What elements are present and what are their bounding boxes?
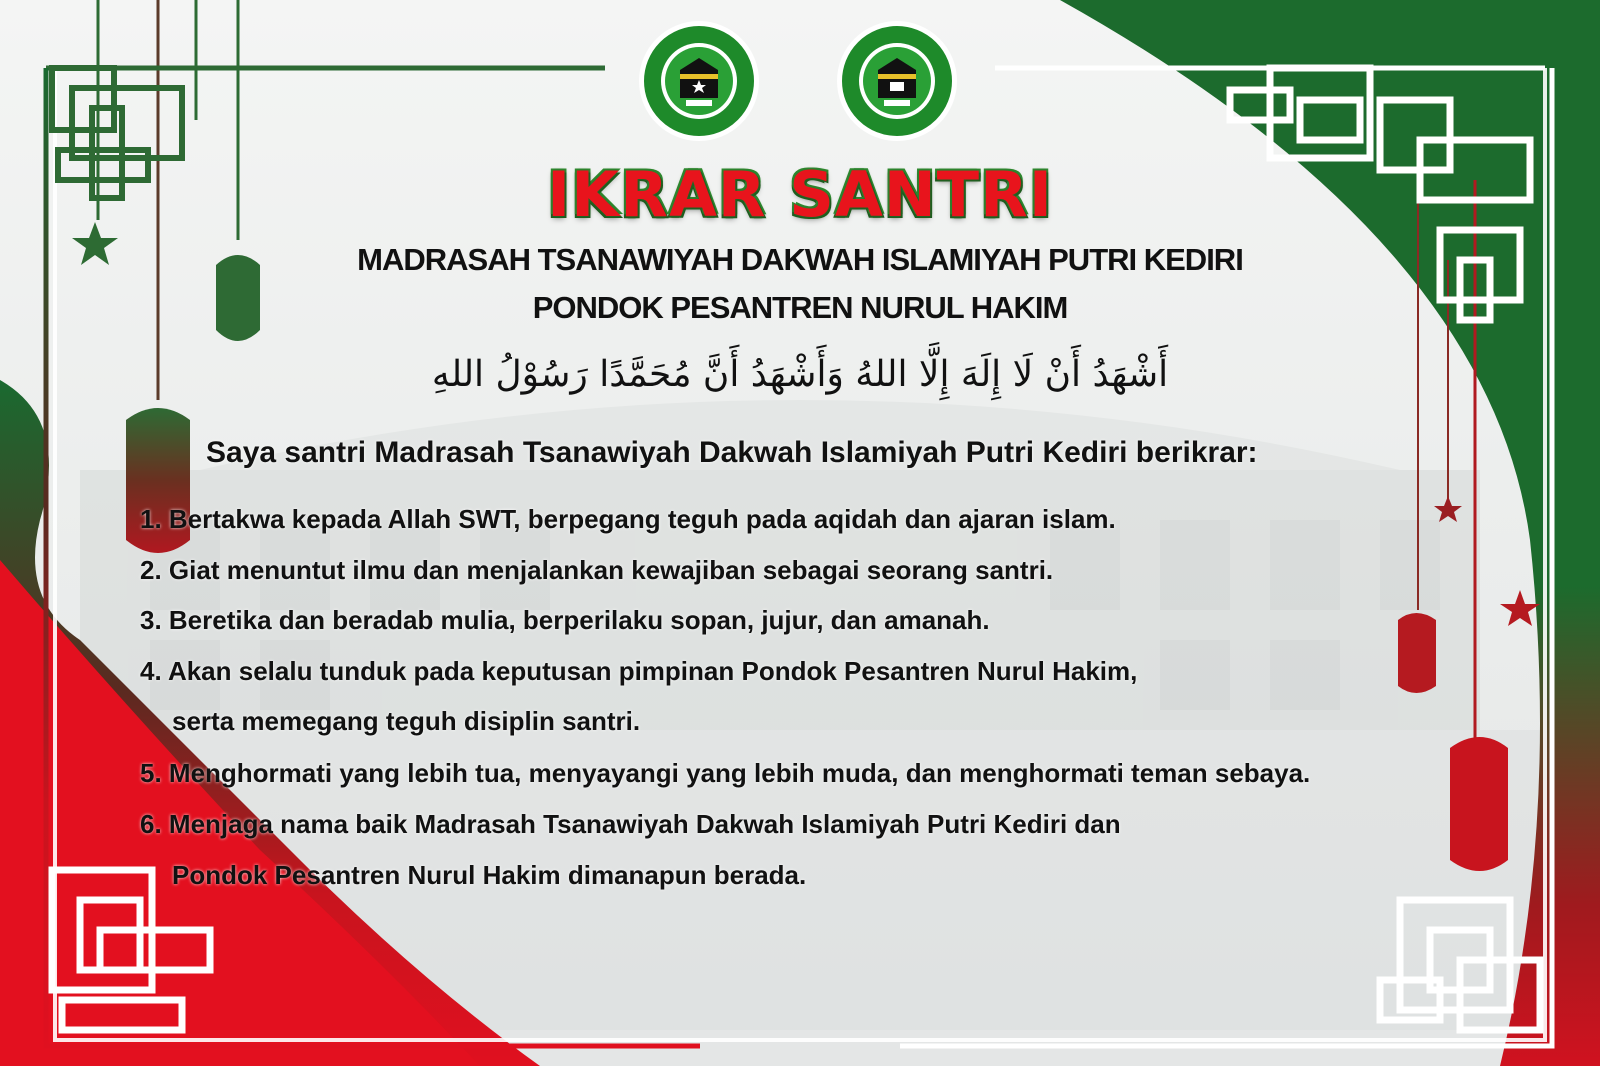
pledge-item-3 (140, 605, 990, 636)
pledge-item-5 (140, 758, 1310, 789)
pledge-text: Pondok Pesantren Nurul Hakim dimanapun berada. (172, 860, 807, 890)
shahada-text: أَشْهَدُ أَنْ لَا إِلَهَ إِلَّا اللهُ وَأَشْهَدُ أَنَّ مُحَمَّدًا رَسُوْلُ اللهِ (431, 354, 1169, 395)
pledge-text: serta memegang teguh disiplin santri. (172, 706, 641, 736)
pledge-text: 4. Akan selalu tunduk pada keputusan pimpinan Pondok Pesantren Nurul Hakim, (140, 656, 1138, 686)
pledge-text: 1. Bertakwa kepada Allah SWT, berpegang teguh pada aqidah dan ajaran islam. (140, 504, 1116, 534)
logo-mts-emblem (636, 18, 762, 144)
pledge-item-1 (140, 504, 1116, 535)
pledge-item-6-cont (140, 860, 806, 891)
school-name: MADRASAH TSANAWIYAH DAKWAH ISLAMIYAH PUTRI KEDIRI (357, 242, 1243, 277)
pledge-text: 6. Menjaga nama baik Madrasah Tsanawiyah Dakwah Islamiyah Putri Kediri dan (140, 809, 1121, 839)
pledge-text: 3. Beretika dan beradab mulia, berperilaku sopan, jujur, dan amanah. (140, 605, 990, 635)
pledge-item-4 (140, 656, 1137, 687)
pesantren-name: PONDOK PESANTREN NURUL HAKIM (532, 290, 1068, 325)
pledge-intro: Saya santri Madrasah Tsanawiyah Dakwah Islamiyah Putri Kediri berikrar: (206, 436, 1258, 469)
pledge-text: 5. Menghormati yang lebih tua, menyayangi yang lebih muda, dan menghormati teman sebaya. (140, 758, 1311, 788)
pledge-text: 2. Giat menuntut ilmu dan menjalankan kewajiban sebagai seorang santri. (140, 555, 1054, 585)
pledge-item-6 (140, 809, 1121, 840)
pledge-item-4-cont (140, 706, 640, 737)
logo-yayasan-emblem (834, 18, 960, 144)
pledge-item-2 (140, 555, 1053, 586)
banner-title: IKRAR SANTRI (547, 158, 1053, 231)
